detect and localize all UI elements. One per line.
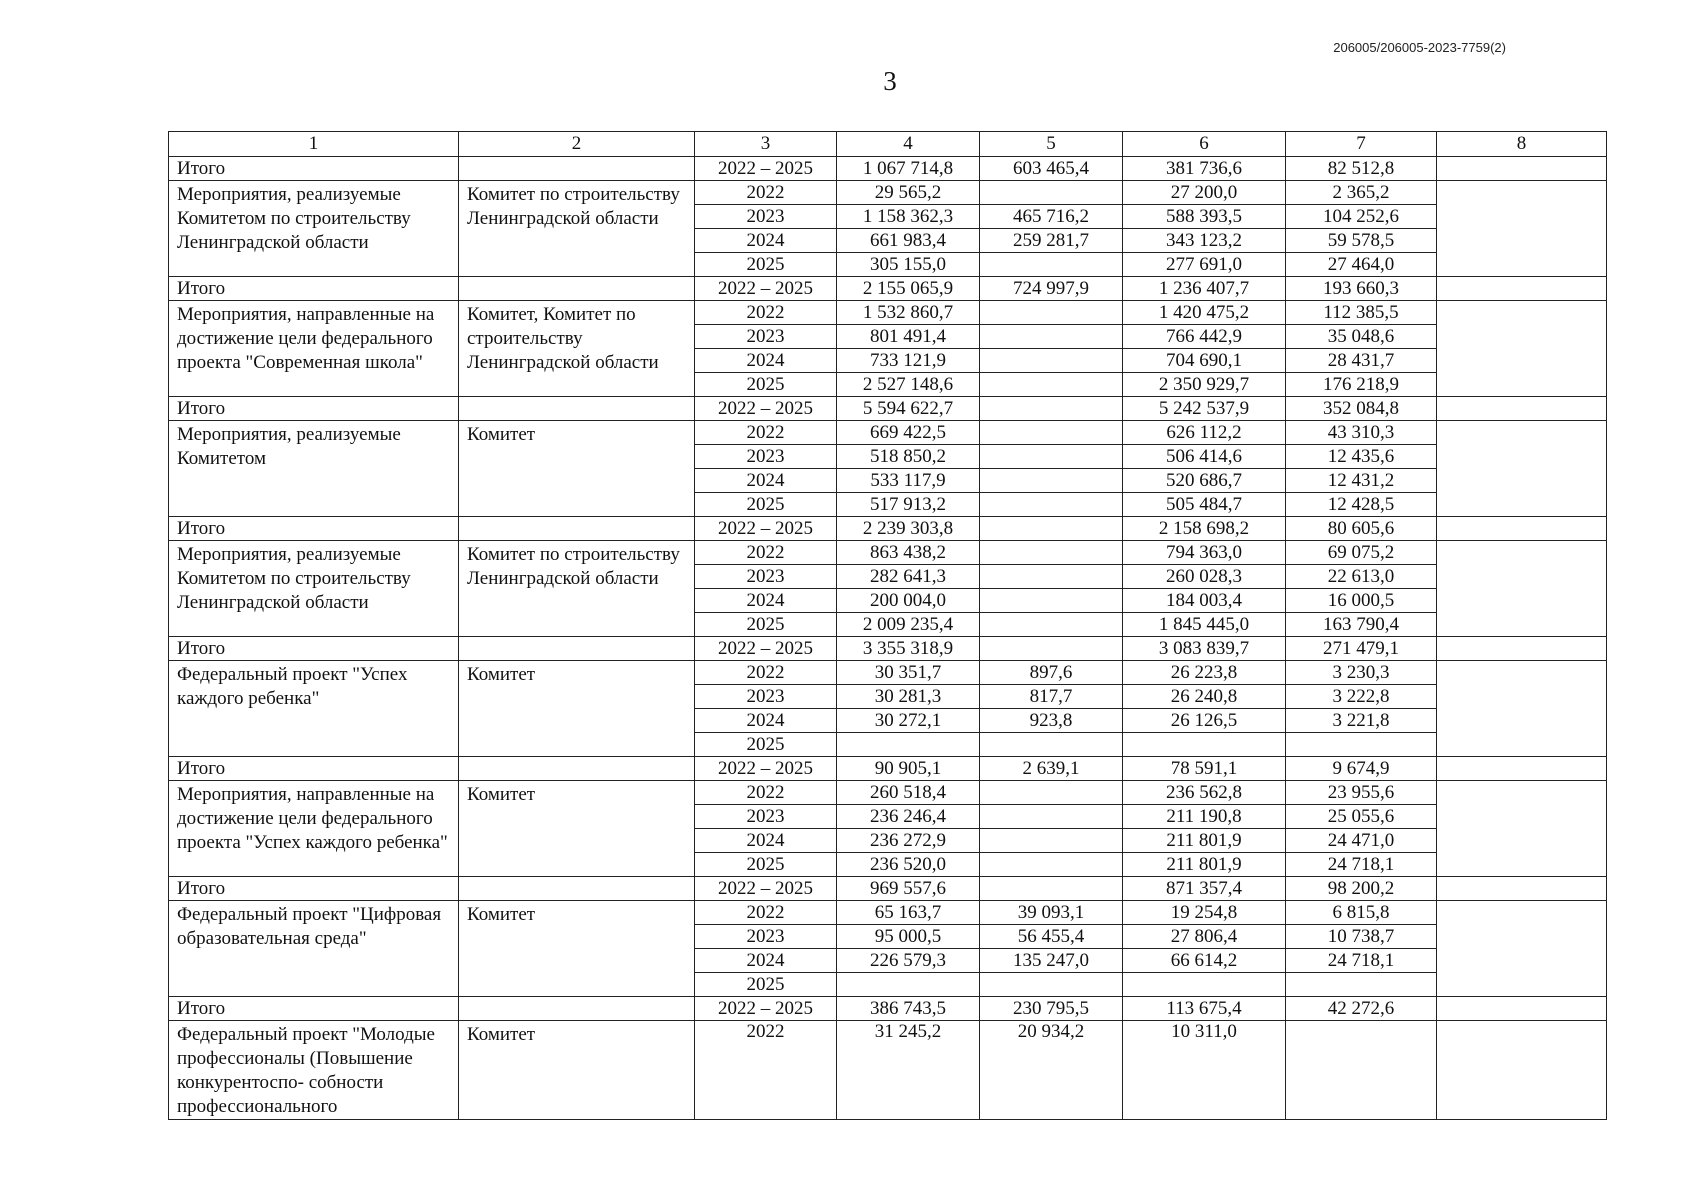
amount-local: 12 431,2	[1286, 469, 1437, 493]
amount-total: 733 121,9	[837, 349, 980, 373]
amount-federal	[980, 637, 1123, 661]
period-cell: 2022 – 2025	[695, 397, 837, 421]
amount-federal	[980, 517, 1123, 541]
executor-cell: Комитет по строительству Ленинградской области	[459, 541, 695, 637]
document-id: 206005/206005-2023-7759(2)	[1333, 40, 1506, 55]
executor-cell	[459, 757, 695, 781]
executor-cell	[459, 877, 695, 901]
amount-total: 65 163,7	[837, 901, 980, 925]
table-body	[169, 132, 1607, 1120]
executor-cell: Комитет	[459, 781, 695, 877]
amount-local: 9 674,9	[1286, 757, 1437, 781]
amount-total: 305 155,0	[837, 253, 980, 277]
amount-other	[1437, 757, 1607, 781]
amount-regional: 211 801,9	[1123, 829, 1286, 853]
amount-local: 28 431,7	[1286, 349, 1437, 373]
amount-total: 2 239 303,8	[837, 517, 980, 541]
amount-regional: 871 357,4	[1123, 877, 1286, 901]
amount-regional: 26 240,8	[1123, 685, 1286, 709]
amount-local: 2 365,2	[1286, 181, 1437, 205]
amount-regional: 211 190,8	[1123, 805, 1286, 829]
executor-cell: Комитет	[459, 661, 695, 757]
period-cell: 2022 – 2025	[695, 277, 837, 301]
amount-federal	[980, 613, 1123, 637]
executor-cell	[459, 397, 695, 421]
amount-total: 200 004,0	[837, 589, 980, 613]
year-cell: 2022	[695, 421, 837, 445]
period-cell: 2022 – 2025	[695, 757, 837, 781]
amount-local: 3 221,8	[1286, 709, 1437, 733]
amount-total: 2 009 235,4	[837, 613, 980, 637]
amount-other	[1437, 301, 1607, 397]
amount-local: 24 471,0	[1286, 829, 1437, 853]
year-cell: 2023	[695, 565, 837, 589]
total-row	[169, 277, 1607, 301]
amount-local: 3 222,8	[1286, 685, 1437, 709]
amount-local: 3 230,3	[1286, 661, 1437, 685]
amount-regional: 236 562,8	[1123, 781, 1286, 805]
amount-federal	[980, 469, 1123, 493]
amount-federal	[980, 181, 1123, 205]
amount-regional: 1 236 407,7	[1123, 277, 1286, 301]
amount-total: 969 557,6	[837, 877, 980, 901]
amount-federal: 465 716,2	[980, 205, 1123, 229]
header-row	[169, 132, 1607, 157]
amount-local: 42 272,6	[1286, 997, 1437, 1021]
amount-federal	[980, 349, 1123, 373]
amount-total: 260 518,4	[837, 781, 980, 805]
amount-regional: 113 675,4	[1123, 997, 1286, 1021]
total-label: Итого	[169, 157, 459, 181]
amount-regional: 27 806,4	[1123, 925, 1286, 949]
year-row	[169, 1021, 1607, 1120]
activity-name: Мероприятия, направленные на достижение цели федерального проекта "Современная школа"	[169, 301, 459, 397]
amount-local: 112 385,5	[1286, 301, 1437, 325]
amount-federal	[980, 853, 1123, 877]
amount-federal	[980, 565, 1123, 589]
total-label: Итого	[169, 637, 459, 661]
amount-total: 95 000,5	[837, 925, 980, 949]
amount-local: 25 055,6	[1286, 805, 1437, 829]
amount-regional	[1123, 973, 1286, 997]
amount-total	[837, 733, 980, 757]
year-cell: 2023	[695, 325, 837, 349]
amount-federal	[980, 829, 1123, 853]
column-header: 6	[1123, 132, 1286, 157]
amount-local: 43 310,3	[1286, 421, 1437, 445]
amount-regional: 19 254,8	[1123, 901, 1286, 925]
amount-federal: 923,8	[980, 709, 1123, 733]
activity-name: Мероприятия, реализуемые Комитетом по строительству Ленинградской области	[169, 541, 459, 637]
amount-federal: 259 281,7	[980, 229, 1123, 253]
year-cell: 2024	[695, 469, 837, 493]
executor-cell	[459, 517, 695, 541]
amount-total: 90 905,1	[837, 757, 980, 781]
amount-federal	[980, 877, 1123, 901]
amount-total: 533 117,9	[837, 469, 980, 493]
amount-federal	[980, 445, 1123, 469]
amount-other	[1437, 517, 1607, 541]
year-cell: 2025	[695, 253, 837, 277]
total-label: Итого	[169, 877, 459, 901]
amount-regional: 66 614,2	[1123, 949, 1286, 973]
amount-local	[1286, 733, 1437, 757]
amount-regional: 766 442,9	[1123, 325, 1286, 349]
activity-name: Мероприятия, направленные на достижение цели федерального проекта "Успех каждого ребенка"	[169, 781, 459, 877]
amount-federal	[980, 541, 1123, 565]
amount-total: 801 491,4	[837, 325, 980, 349]
amount-total: 282 641,3	[837, 565, 980, 589]
year-cell: 2023	[695, 925, 837, 949]
amount-total: 236 272,9	[837, 829, 980, 853]
amount-federal: 39 093,1	[980, 901, 1123, 925]
amount-other	[1437, 637, 1607, 661]
amount-local: 98 200,2	[1286, 877, 1437, 901]
amount-local: 352 084,8	[1286, 397, 1437, 421]
amount-local: 10 738,7	[1286, 925, 1437, 949]
amount-total: 31 245,2	[837, 1021, 980, 1120]
period-cell: 2022 – 2025	[695, 877, 837, 901]
amount-regional: 184 003,4	[1123, 589, 1286, 613]
amount-federal: 724 997,9	[980, 277, 1123, 301]
amount-other	[1437, 877, 1607, 901]
amount-total	[837, 973, 980, 997]
amount-regional: 10 311,0	[1123, 1021, 1286, 1120]
period-cell: 2022 – 2025	[695, 157, 837, 181]
amount-local: 12 435,6	[1286, 445, 1437, 469]
year-cell: 2024	[695, 589, 837, 613]
year-cell: 2022	[695, 181, 837, 205]
amount-local: 16 000,5	[1286, 589, 1437, 613]
amount-total: 5 594 622,7	[837, 397, 980, 421]
amount-regional: 381 736,6	[1123, 157, 1286, 181]
amount-regional: 505 484,7	[1123, 493, 1286, 517]
amount-total: 226 579,3	[837, 949, 980, 973]
executor-cell	[459, 277, 695, 301]
amount-local: 163 790,4	[1286, 613, 1437, 637]
executor-cell: Комитет, Комитет по строительству Ленинградской области	[459, 301, 695, 397]
amount-local: 104 252,6	[1286, 205, 1437, 229]
amount-other	[1437, 1021, 1607, 1120]
executor-cell	[459, 157, 695, 181]
amount-other	[1437, 421, 1607, 517]
activity-name: Федеральный проект "Цифровая образовательная среда"	[169, 901, 459, 997]
year-cell: 2024	[695, 229, 837, 253]
amount-federal	[980, 301, 1123, 325]
year-cell: 2024	[695, 709, 837, 733]
year-cell: 2023	[695, 685, 837, 709]
year-cell: 2025	[695, 853, 837, 877]
year-cell: 2022	[695, 301, 837, 325]
amount-local: 59 578,5	[1286, 229, 1437, 253]
total-row	[169, 997, 1607, 1021]
amount-total: 30 281,3	[837, 685, 980, 709]
amount-federal	[980, 733, 1123, 757]
activity-name: Мероприятия, реализуемые Комитетом	[169, 421, 459, 517]
amount-total: 29 565,2	[837, 181, 980, 205]
year-cell: 2022	[695, 1021, 837, 1120]
amount-local: 80 605,6	[1286, 517, 1437, 541]
year-cell: 2024	[695, 829, 837, 853]
year-row	[169, 301, 1607, 325]
amount-regional: 26 223,8	[1123, 661, 1286, 685]
amount-regional: 704 690,1	[1123, 349, 1286, 373]
budget-table	[168, 131, 1607, 1120]
amount-other	[1437, 541, 1607, 637]
amount-total: 236 246,4	[837, 805, 980, 829]
amount-local: 82 512,8	[1286, 157, 1437, 181]
amount-other	[1437, 157, 1607, 181]
amount-other	[1437, 781, 1607, 877]
executor-cell: Комитет по строительству Ленинградской области	[459, 181, 695, 277]
total-row	[169, 157, 1607, 181]
total-label: Итого	[169, 277, 459, 301]
amount-total: 1 532 860,7	[837, 301, 980, 325]
column-header: 4	[837, 132, 980, 157]
amount-total: 236 520,0	[837, 853, 980, 877]
amount-local: 23 955,6	[1286, 781, 1437, 805]
amount-federal	[980, 805, 1123, 829]
amount-total: 661 983,4	[837, 229, 980, 253]
amount-other	[1437, 901, 1607, 997]
amount-regional: 277 691,0	[1123, 253, 1286, 277]
amount-local: 22 613,0	[1286, 565, 1437, 589]
amount-regional: 78 591,1	[1123, 757, 1286, 781]
amount-total: 518 850,2	[837, 445, 980, 469]
amount-federal	[980, 325, 1123, 349]
amount-local: 12 428,5	[1286, 493, 1437, 517]
amount-local: 176 218,9	[1286, 373, 1437, 397]
amount-federal	[980, 397, 1123, 421]
executor-cell: Комитет	[459, 1021, 695, 1120]
year-row	[169, 901, 1607, 925]
amount-local	[1286, 1021, 1437, 1120]
executor-cell: Комитет	[459, 421, 695, 517]
amount-federal	[980, 421, 1123, 445]
amount-total: 3 355 318,9	[837, 637, 980, 661]
amount-total: 669 422,5	[837, 421, 980, 445]
amount-total: 30 272,1	[837, 709, 980, 733]
amount-federal: 603 465,4	[980, 157, 1123, 181]
year-cell: 2025	[695, 973, 837, 997]
column-header: 5	[980, 132, 1123, 157]
column-header: 7	[1286, 132, 1437, 157]
amount-federal	[980, 781, 1123, 805]
total-row	[169, 517, 1607, 541]
amount-other	[1437, 397, 1607, 421]
period-cell: 2022 – 2025	[695, 517, 837, 541]
amount-other	[1437, 661, 1607, 757]
amount-total: 1 067 714,8	[837, 157, 980, 181]
amount-federal: 230 795,5	[980, 997, 1123, 1021]
year-row	[169, 661, 1607, 685]
amount-federal: 817,7	[980, 685, 1123, 709]
year-cell: 2024	[695, 349, 837, 373]
year-cell: 2022	[695, 541, 837, 565]
amount-regional: 506 414,6	[1123, 445, 1286, 469]
amount-regional: 1 845 445,0	[1123, 613, 1286, 637]
year-row	[169, 541, 1607, 565]
amount-federal: 20 934,2	[980, 1021, 1123, 1120]
amount-regional: 5 242 537,9	[1123, 397, 1286, 421]
executor-cell: Комитет	[459, 901, 695, 997]
amount-regional: 211 801,9	[1123, 853, 1286, 877]
amount-regional: 520 686,7	[1123, 469, 1286, 493]
amount-other	[1437, 277, 1607, 301]
total-row	[169, 397, 1607, 421]
amount-federal: 2 639,1	[980, 757, 1123, 781]
year-cell: 2022	[695, 661, 837, 685]
amount-local: 24 718,1	[1286, 949, 1437, 973]
year-cell: 2023	[695, 805, 837, 829]
column-header: 3	[695, 132, 837, 157]
period-cell: 2022 – 2025	[695, 637, 837, 661]
year-cell: 2025	[695, 373, 837, 397]
amount-local: 271 479,1	[1286, 637, 1437, 661]
amount-regional	[1123, 733, 1286, 757]
total-row	[169, 877, 1607, 901]
year-cell: 2022	[695, 781, 837, 805]
amount-federal: 135 247,0	[980, 949, 1123, 973]
year-row	[169, 181, 1607, 205]
amount-federal	[980, 973, 1123, 997]
executor-cell	[459, 997, 695, 1021]
amount-total: 863 438,2	[837, 541, 980, 565]
year-row	[169, 421, 1607, 445]
total-label: Итого	[169, 517, 459, 541]
amount-regional: 1 420 475,2	[1123, 301, 1286, 325]
total-label: Итого	[169, 997, 459, 1021]
column-header: 2	[459, 132, 695, 157]
amount-regional: 2 350 929,7	[1123, 373, 1286, 397]
period-cell: 2022 – 2025	[695, 997, 837, 1021]
executor-cell	[459, 637, 695, 661]
activity-name: Мероприятия, реализуемые Комитетом по строительству Ленинградской области	[169, 181, 459, 277]
total-row	[169, 757, 1607, 781]
amount-local: 6 815,8	[1286, 901, 1437, 925]
year-cell: 2024	[695, 949, 837, 973]
amount-federal: 56 455,4	[980, 925, 1123, 949]
year-cell: 2023	[695, 445, 837, 469]
amount-other	[1437, 997, 1607, 1021]
amount-regional: 2 158 698,2	[1123, 517, 1286, 541]
amount-total: 517 913,2	[837, 493, 980, 517]
amount-federal	[980, 493, 1123, 517]
amount-local: 69 075,2	[1286, 541, 1437, 565]
amount-local: 24 718,1	[1286, 853, 1437, 877]
amount-regional: 26 126,5	[1123, 709, 1286, 733]
amount-local: 27 464,0	[1286, 253, 1437, 277]
column-header: 1	[169, 132, 459, 157]
year-cell: 2025	[695, 613, 837, 637]
amount-regional: 794 363,0	[1123, 541, 1286, 565]
activity-name: Федеральный проект "Успех каждого ребенка"	[169, 661, 459, 757]
total-label: Итого	[169, 397, 459, 421]
amount-total: 2 527 148,6	[837, 373, 980, 397]
amount-total: 386 743,5	[837, 997, 980, 1021]
amount-regional: 260 028,3	[1123, 565, 1286, 589]
year-cell: 2023	[695, 205, 837, 229]
amount-total: 2 155 065,9	[837, 277, 980, 301]
amount-regional: 588 393,5	[1123, 205, 1286, 229]
activity-name: Федеральный проект "Молодые профессионалы (Повышение конкурентоспо- собности профессионального	[169, 1021, 459, 1120]
year-row	[169, 781, 1607, 805]
page-number: 3	[883, 66, 897, 96]
amount-total: 1 158 362,3	[837, 205, 980, 229]
year-cell: 2022	[695, 901, 837, 925]
amount-local: 193 660,3	[1286, 277, 1437, 301]
total-label: Итого	[169, 757, 459, 781]
amount-regional: 27 200,0	[1123, 181, 1286, 205]
amount-regional: 343 123,2	[1123, 229, 1286, 253]
total-row	[169, 637, 1607, 661]
year-cell: 2025	[695, 733, 837, 757]
amount-regional: 626 112,2	[1123, 421, 1286, 445]
amount-total: 30 351,7	[837, 661, 980, 685]
amount-federal	[980, 589, 1123, 613]
amount-federal	[980, 373, 1123, 397]
amount-federal	[980, 253, 1123, 277]
amount-local	[1286, 973, 1437, 997]
amount-other	[1437, 181, 1607, 277]
amount-federal: 897,6	[980, 661, 1123, 685]
amount-regional: 3 083 839,7	[1123, 637, 1286, 661]
year-cell: 2025	[695, 493, 837, 517]
amount-local: 35 048,6	[1286, 325, 1437, 349]
column-header: 8	[1437, 132, 1607, 157]
